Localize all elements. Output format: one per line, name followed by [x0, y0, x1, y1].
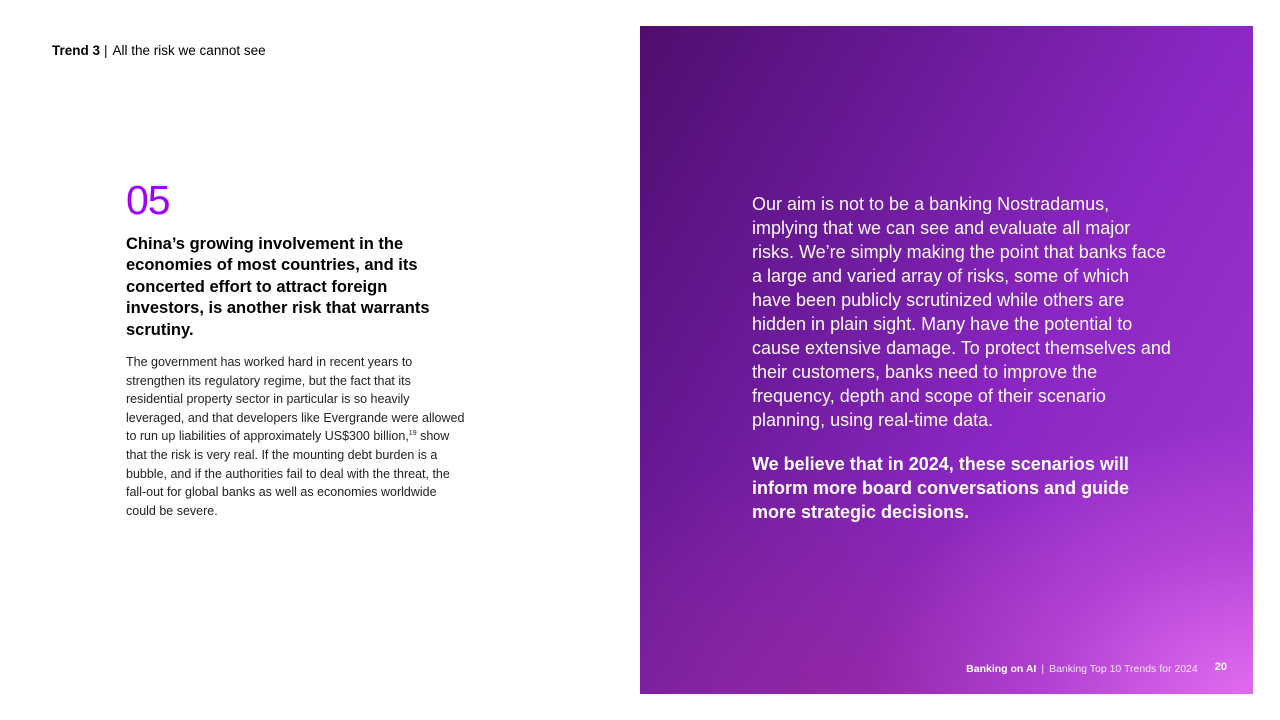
- footnote-ref: 19: [408, 430, 417, 438]
- footer-brand: Banking on AI: [966, 663, 1037, 675]
- footer-separator: |: [1041, 663, 1045, 675]
- body-text-part2: show that the risk is very real. If the mounting debt burden is a bubble, and if the authorities fail to deal with the threat, the fall-out for global banks as well as economies worldwide could be severe.: [126, 429, 450, 518]
- section-lead: China’s growing involvement in the economies of most countries, and its concerted effort to attract foreign investors, is another risk that warrants scrutiny.: [126, 235, 430, 339]
- page-header: [52, 43, 266, 58]
- trend-label: Trend 3: [52, 43, 101, 58]
- footer-title: Banking Top 10 Trends for 2024: [1049, 663, 1198, 675]
- page-footer: [966, 663, 1227, 675]
- section-number: 05: [126, 177, 170, 223]
- quote-text: Our aim is not to be a banking Nostradamus, implying that we can see and evaluate all major risks. We’re simply making the point that banks face a large and varied array of risks, some of which have been publicly scrutinized while others are hidden in plain sight. Many have the potential to cause extensive damage. To protect themselves and their customers, banks need to improve the frequency, depth and scope of their scenario planning, using real-time data.: [752, 194, 1171, 430]
- section-body: [126, 353, 466, 520]
- header-title: All the risk we cannot see: [112, 43, 266, 58]
- section-content: [126, 178, 466, 520]
- header-separator: |: [104, 43, 108, 58]
- quote-bold-text: We believe that in 2024, these scenarios will inform more board conversations and guide more strategic decisions.: [752, 454, 1130, 522]
- quote-block: [752, 192, 1172, 524]
- page-number: 20: [1214, 661, 1227, 673]
- quote-panel: [640, 26, 1253, 694]
- body-text-part1: The government has worked hard in recent years to strengthen its regulatory regime, but the fact that its residential property sector in particular is so heavily leveraged, and that developers like Evergrande were allowed to run up liabilities of approximately US$300 billion,: [126, 355, 465, 444]
